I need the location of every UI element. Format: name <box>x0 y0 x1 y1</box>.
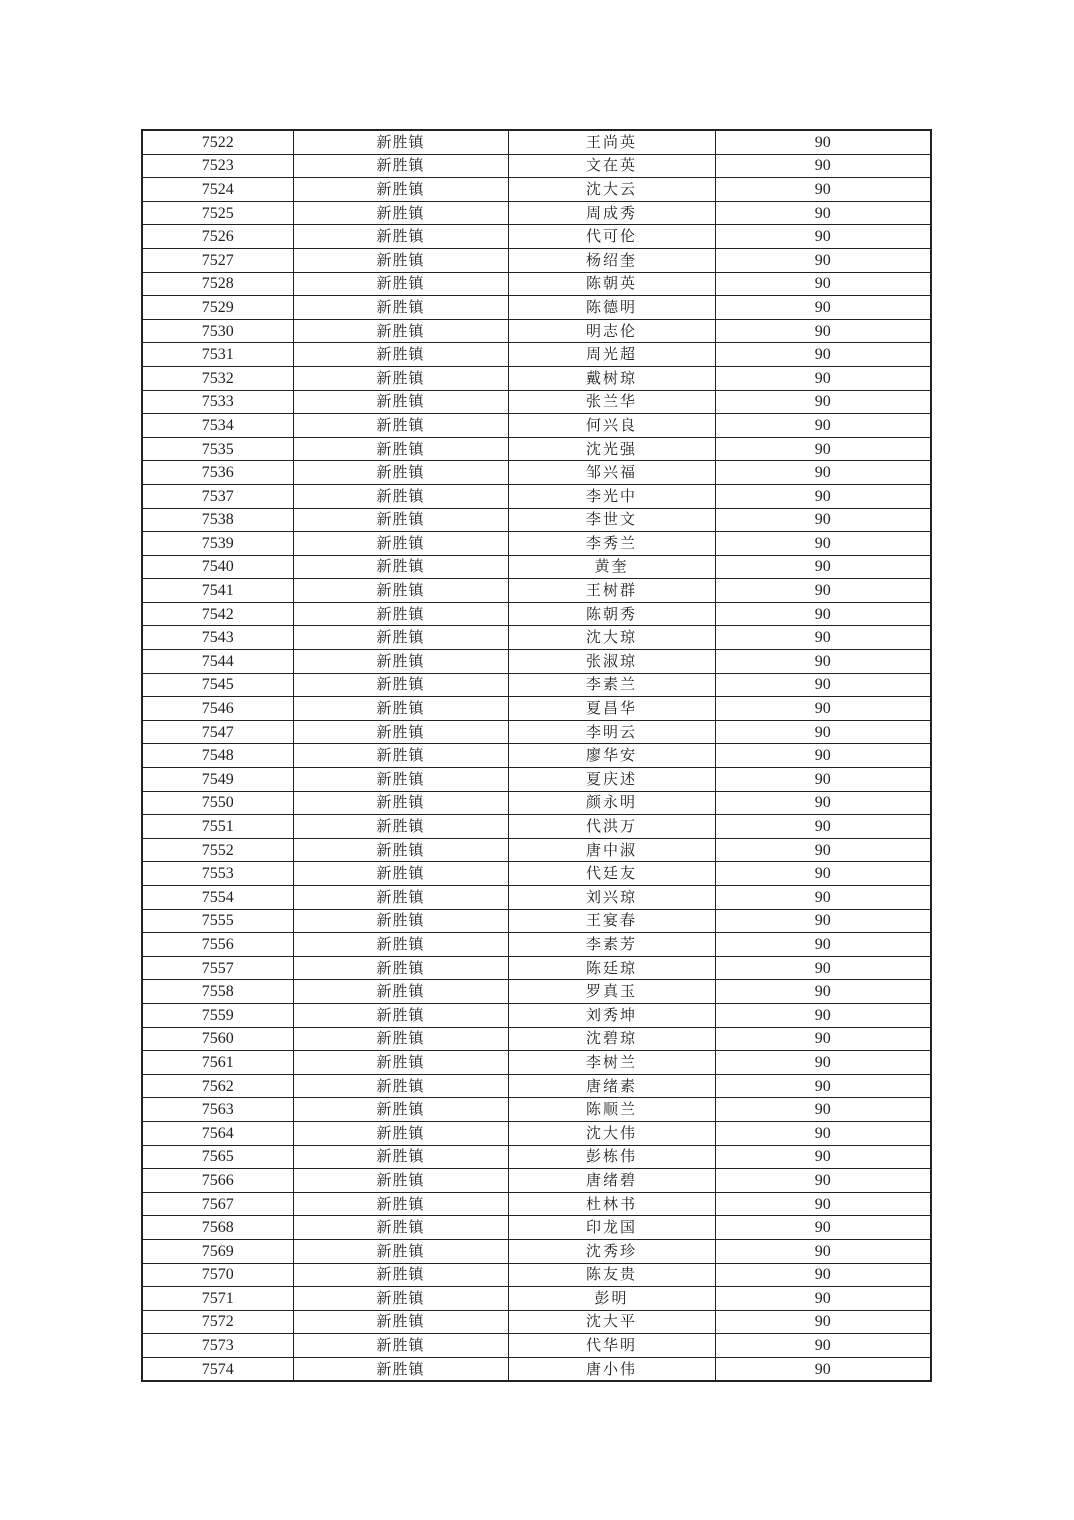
row-number-cell: 7559 <box>142 1003 293 1027</box>
score-cell: 90 <box>715 1169 931 1193</box>
table-row <box>142 862 931 886</box>
name-cell: 何兴良 <box>508 414 715 438</box>
row-number-cell: 7537 <box>142 484 293 508</box>
score-cell: 90 <box>715 768 931 792</box>
town-cell: 新胜镇 <box>293 744 508 768</box>
row-number-cell: 7545 <box>142 673 293 697</box>
town-cell: 新胜镇 <box>293 1145 508 1169</box>
town-cell: 新胜镇 <box>293 768 508 792</box>
row-number-cell: 7558 <box>142 980 293 1004</box>
name-cell: 黄奎 <box>508 555 715 579</box>
row-number-cell: 7562 <box>142 1074 293 1098</box>
town-cell: 新胜镇 <box>293 343 508 367</box>
score-cell: 90 <box>715 1074 931 1098</box>
town-cell: 新胜镇 <box>293 815 508 839</box>
name-cell: 王宴春 <box>508 909 715 933</box>
town-cell: 新胜镇 <box>293 366 508 390</box>
table-row <box>142 626 931 650</box>
row-number-cell: 7536 <box>142 461 293 485</box>
town-cell: 新胜镇 <box>293 319 508 343</box>
score-cell: 90 <box>715 838 931 862</box>
score-cell: 90 <box>715 956 931 980</box>
table-row <box>142 555 931 579</box>
score-cell: 90 <box>715 390 931 414</box>
name-cell: 李光中 <box>508 484 715 508</box>
town-cell: 新胜镇 <box>293 1121 508 1145</box>
town-cell: 新胜镇 <box>293 1098 508 1122</box>
name-cell: 文在英 <box>508 154 715 178</box>
table-row <box>142 673 931 697</box>
name-cell: 夏庆述 <box>508 768 715 792</box>
score-cell: 90 <box>715 1216 931 1240</box>
table-row <box>142 1145 931 1169</box>
score-cell: 90 <box>715 225 931 249</box>
data-table <box>141 129 932 1382</box>
row-number-cell: 7524 <box>142 178 293 202</box>
table-row <box>142 154 931 178</box>
row-number-cell: 7548 <box>142 744 293 768</box>
town-cell: 新胜镇 <box>293 673 508 697</box>
row-number-cell: 7551 <box>142 815 293 839</box>
town-cell: 新胜镇 <box>293 154 508 178</box>
name-cell: 沈碧琼 <box>508 1027 715 1051</box>
town-cell: 新胜镇 <box>293 1169 508 1193</box>
town-cell: 新胜镇 <box>293 508 508 532</box>
name-cell: 沈光强 <box>508 437 715 461</box>
name-cell: 代可伦 <box>508 225 715 249</box>
table-row <box>142 272 931 296</box>
row-number-cell: 7541 <box>142 579 293 603</box>
table-row <box>142 1169 931 1193</box>
table-row <box>142 178 931 202</box>
name-cell: 陈友贵 <box>508 1263 715 1287</box>
name-cell: 颜永明 <box>508 791 715 815</box>
town-cell: 新胜镇 <box>293 272 508 296</box>
row-number-cell: 7538 <box>142 508 293 532</box>
row-number-cell: 7530 <box>142 319 293 343</box>
name-cell: 彭栋伟 <box>508 1145 715 1169</box>
row-number-cell: 7573 <box>142 1334 293 1358</box>
town-cell: 新胜镇 <box>293 532 508 556</box>
row-number-cell: 7544 <box>142 650 293 674</box>
row-number-cell: 7539 <box>142 532 293 556</box>
score-cell: 90 <box>715 508 931 532</box>
town-cell: 新胜镇 <box>293 956 508 980</box>
town-cell: 新胜镇 <box>293 1357 508 1381</box>
score-cell: 90 <box>715 461 931 485</box>
row-number-cell: 7549 <box>142 768 293 792</box>
town-cell: 新胜镇 <box>293 909 508 933</box>
row-number-cell: 7574 <box>142 1357 293 1381</box>
table-row <box>142 414 931 438</box>
town-cell: 新胜镇 <box>293 178 508 202</box>
row-number-cell: 7563 <box>142 1098 293 1122</box>
name-cell: 彭明 <box>508 1287 715 1311</box>
table-row <box>142 791 931 815</box>
score-cell: 90 <box>715 484 931 508</box>
table-row <box>142 602 931 626</box>
town-cell: 新胜镇 <box>293 1239 508 1263</box>
table-row <box>142 248 931 272</box>
row-number-cell: 7522 <box>142 130 293 154</box>
table-row <box>142 1051 931 1075</box>
name-cell: 代廷友 <box>508 862 715 886</box>
town-cell: 新胜镇 <box>293 791 508 815</box>
name-cell: 戴树琼 <box>508 366 715 390</box>
row-number-cell: 7572 <box>142 1310 293 1334</box>
name-cell: 李秀兰 <box>508 532 715 556</box>
town-cell: 新胜镇 <box>293 602 508 626</box>
town-cell: 新胜镇 <box>293 1287 508 1311</box>
score-cell: 90 <box>715 933 931 957</box>
row-number-cell: 7564 <box>142 1121 293 1145</box>
table-row <box>142 720 931 744</box>
table-row <box>142 1239 931 1263</box>
row-number-cell: 7542 <box>142 602 293 626</box>
row-number-cell: 7571 <box>142 1287 293 1311</box>
table-row <box>142 461 931 485</box>
town-cell: 新胜镇 <box>293 296 508 320</box>
table-row <box>142 815 931 839</box>
name-cell: 沈大云 <box>508 178 715 202</box>
town-cell: 新胜镇 <box>293 650 508 674</box>
score-cell: 90 <box>715 1287 931 1311</box>
row-number-cell: 7565 <box>142 1145 293 1169</box>
town-cell: 新胜镇 <box>293 579 508 603</box>
row-number-cell: 7525 <box>142 201 293 225</box>
score-cell: 90 <box>715 1357 931 1381</box>
table-row <box>142 1216 931 1240</box>
table-row <box>142 366 931 390</box>
table-row <box>142 579 931 603</box>
town-cell: 新胜镇 <box>293 1003 508 1027</box>
table-row <box>142 886 931 910</box>
name-cell: 夏昌华 <box>508 697 715 721</box>
name-cell: 杜林书 <box>508 1192 715 1216</box>
town-cell: 新胜镇 <box>293 248 508 272</box>
score-cell: 90 <box>715 555 931 579</box>
name-cell: 明志伦 <box>508 319 715 343</box>
table-row <box>142 130 931 154</box>
table-row <box>142 744 931 768</box>
table-row <box>142 838 931 862</box>
table-row <box>142 437 931 461</box>
row-number-cell: 7540 <box>142 555 293 579</box>
row-number-cell: 7543 <box>142 626 293 650</box>
table-row <box>142 1121 931 1145</box>
name-cell: 唐绪素 <box>508 1074 715 1098</box>
score-cell: 90 <box>715 319 931 343</box>
table-row <box>142 532 931 556</box>
score-cell: 90 <box>715 1003 931 1027</box>
score-cell: 90 <box>715 673 931 697</box>
name-cell: 陈朝秀 <box>508 602 715 626</box>
name-cell: 李世文 <box>508 508 715 532</box>
score-cell: 90 <box>715 201 931 225</box>
score-cell: 90 <box>715 862 931 886</box>
table-row <box>142 296 931 320</box>
town-cell: 新胜镇 <box>293 720 508 744</box>
row-number-cell: 7560 <box>142 1027 293 1051</box>
row-number-cell: 7567 <box>142 1192 293 1216</box>
table-row <box>142 1263 931 1287</box>
town-cell: 新胜镇 <box>293 437 508 461</box>
table-row <box>142 1357 931 1381</box>
score-cell: 90 <box>715 296 931 320</box>
town-cell: 新胜镇 <box>293 130 508 154</box>
name-cell: 李素芳 <box>508 933 715 957</box>
name-cell: 印龙国 <box>508 1216 715 1240</box>
score-cell: 90 <box>715 626 931 650</box>
score-cell: 90 <box>715 248 931 272</box>
row-number-cell: 7527 <box>142 248 293 272</box>
row-number-cell: 7528 <box>142 272 293 296</box>
name-cell: 廖华安 <box>508 744 715 768</box>
score-cell: 90 <box>715 532 931 556</box>
score-cell: 90 <box>715 178 931 202</box>
score-cell: 90 <box>715 1192 931 1216</box>
name-cell: 刘秀坤 <box>508 1003 715 1027</box>
row-number-cell: 7534 <box>142 414 293 438</box>
row-number-cell: 7555 <box>142 909 293 933</box>
score-cell: 90 <box>715 579 931 603</box>
table-row <box>142 1074 931 1098</box>
name-cell: 李树兰 <box>508 1051 715 1075</box>
name-cell: 沈大伟 <box>508 1121 715 1145</box>
score-cell: 90 <box>715 1145 931 1169</box>
score-cell: 90 <box>715 1334 931 1358</box>
score-cell: 90 <box>715 366 931 390</box>
name-cell: 代洪万 <box>508 815 715 839</box>
score-cell: 90 <box>715 650 931 674</box>
row-number-cell: 7561 <box>142 1051 293 1075</box>
name-cell: 沈大平 <box>508 1310 715 1334</box>
score-cell: 90 <box>715 791 931 815</box>
table-row <box>142 933 931 957</box>
table-row <box>142 1098 931 1122</box>
row-number-cell: 7535 <box>142 437 293 461</box>
town-cell: 新胜镇 <box>293 838 508 862</box>
table-row <box>142 768 931 792</box>
row-number-cell: 7533 <box>142 390 293 414</box>
name-cell: 沈大琼 <box>508 626 715 650</box>
table-body <box>142 130 931 1381</box>
name-cell: 刘兴琼 <box>508 886 715 910</box>
town-cell: 新胜镇 <box>293 1192 508 1216</box>
table-row <box>142 319 931 343</box>
name-cell: 唐绪碧 <box>508 1169 715 1193</box>
town-cell: 新胜镇 <box>293 1263 508 1287</box>
table-row <box>142 343 931 367</box>
score-cell: 90 <box>715 909 931 933</box>
score-cell: 90 <box>715 343 931 367</box>
name-cell: 陈德明 <box>508 296 715 320</box>
row-number-cell: 7552 <box>142 838 293 862</box>
row-number-cell: 7556 <box>142 933 293 957</box>
score-cell: 90 <box>715 1051 931 1075</box>
name-cell: 沈秀珍 <box>508 1239 715 1263</box>
town-cell: 新胜镇 <box>293 1216 508 1240</box>
name-cell: 张淑琼 <box>508 650 715 674</box>
table-row <box>142 508 931 532</box>
score-cell: 90 <box>715 980 931 1004</box>
town-cell: 新胜镇 <box>293 225 508 249</box>
town-cell: 新胜镇 <box>293 862 508 886</box>
row-number-cell: 7570 <box>142 1263 293 1287</box>
score-cell: 90 <box>715 1121 931 1145</box>
town-cell: 新胜镇 <box>293 1051 508 1075</box>
town-cell: 新胜镇 <box>293 933 508 957</box>
name-cell: 陈顺兰 <box>508 1098 715 1122</box>
table-row <box>142 697 931 721</box>
table-row <box>142 980 931 1004</box>
name-cell: 王尚英 <box>508 130 715 154</box>
row-number-cell: 7553 <box>142 862 293 886</box>
town-cell: 新胜镇 <box>293 1074 508 1098</box>
table-row <box>142 1003 931 1027</box>
row-number-cell: 7569 <box>142 1239 293 1263</box>
name-cell: 李明云 <box>508 720 715 744</box>
name-cell: 唐小伟 <box>508 1357 715 1381</box>
score-cell: 90 <box>715 414 931 438</box>
name-cell: 张兰华 <box>508 390 715 414</box>
name-cell: 陈朝英 <box>508 272 715 296</box>
name-cell: 王树群 <box>508 579 715 603</box>
score-cell: 90 <box>715 744 931 768</box>
row-number-cell: 7554 <box>142 886 293 910</box>
name-cell: 陈廷琼 <box>508 956 715 980</box>
score-cell: 90 <box>715 130 931 154</box>
table-row <box>142 1287 931 1311</box>
score-cell: 90 <box>715 1310 931 1334</box>
table-row <box>142 484 931 508</box>
town-cell: 新胜镇 <box>293 201 508 225</box>
row-number-cell: 7532 <box>142 366 293 390</box>
name-cell: 周光超 <box>508 343 715 367</box>
table-row <box>142 390 931 414</box>
row-number-cell: 7531 <box>142 343 293 367</box>
town-cell: 新胜镇 <box>293 461 508 485</box>
score-cell: 90 <box>715 1263 931 1287</box>
name-cell: 李素兰 <box>508 673 715 697</box>
score-cell: 90 <box>715 815 931 839</box>
town-cell: 新胜镇 <box>293 1310 508 1334</box>
town-cell: 新胜镇 <box>293 555 508 579</box>
row-number-cell: 7526 <box>142 225 293 249</box>
table-row <box>142 909 931 933</box>
table-row <box>142 201 931 225</box>
name-cell: 邹兴福 <box>508 461 715 485</box>
town-cell: 新胜镇 <box>293 414 508 438</box>
table-row <box>142 1334 931 1358</box>
town-cell: 新胜镇 <box>293 1027 508 1051</box>
name-cell: 代华明 <box>508 1334 715 1358</box>
table-row <box>142 1192 931 1216</box>
table-row <box>142 650 931 674</box>
town-cell: 新胜镇 <box>293 626 508 650</box>
name-cell: 周成秀 <box>508 201 715 225</box>
row-number-cell: 7566 <box>142 1169 293 1193</box>
town-cell: 新胜镇 <box>293 484 508 508</box>
town-cell: 新胜镇 <box>293 697 508 721</box>
table-row <box>142 1310 931 1334</box>
score-cell: 90 <box>715 1098 931 1122</box>
town-cell: 新胜镇 <box>293 886 508 910</box>
table-row <box>142 956 931 980</box>
score-cell: 90 <box>715 886 931 910</box>
score-cell: 90 <box>715 437 931 461</box>
row-number-cell: 7568 <box>142 1216 293 1240</box>
row-number-cell: 7550 <box>142 791 293 815</box>
town-cell: 新胜镇 <box>293 1334 508 1358</box>
score-cell: 90 <box>715 272 931 296</box>
row-number-cell: 7547 <box>142 720 293 744</box>
score-cell: 90 <box>715 720 931 744</box>
score-cell: 90 <box>715 154 931 178</box>
score-cell: 90 <box>715 1027 931 1051</box>
score-cell: 90 <box>715 602 931 626</box>
name-cell: 唐中淑 <box>508 838 715 862</box>
town-cell: 新胜镇 <box>293 980 508 1004</box>
row-number-cell: 7529 <box>142 296 293 320</box>
table-row <box>142 1027 931 1051</box>
row-number-cell: 7546 <box>142 697 293 721</box>
score-cell: 90 <box>715 697 931 721</box>
row-number-cell: 7557 <box>142 956 293 980</box>
table-row <box>142 225 931 249</box>
name-cell: 罗真玉 <box>508 980 715 1004</box>
name-cell: 杨绍奎 <box>508 248 715 272</box>
town-cell: 新胜镇 <box>293 390 508 414</box>
row-number-cell: 7523 <box>142 154 293 178</box>
score-cell: 90 <box>715 1239 931 1263</box>
